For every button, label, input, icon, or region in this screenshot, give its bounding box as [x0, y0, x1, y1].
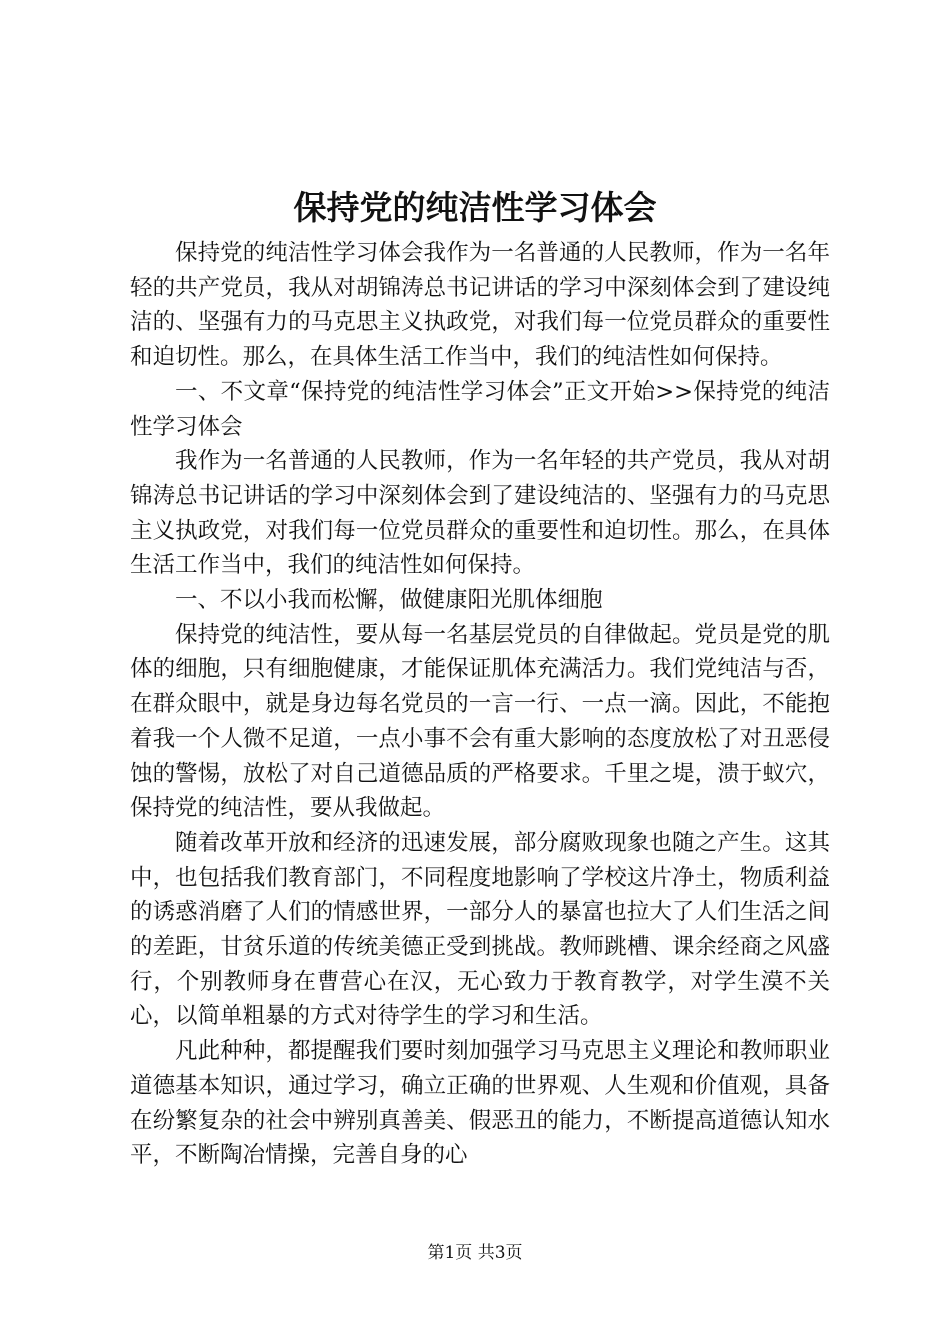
paragraph: 我作为一名普通的人民教师，作为一名年轻的共产党员，我从对胡锦涛总书记讲话的学习中深刻体会到了建设纯洁的、坚强有力的马克思主义执政党，对我们每一位党员群众的重要性和迫切性。那么，在具体生活工作当中，我们的纯洁性如何保持。 [130, 448, 830, 579]
document-body [130, 236, 830, 1173]
paragraph: 一、不文章“保持党的纯洁性学习体会”正文开始>>保持党的纯洁性学习体会 [130, 378, 830, 440]
page-footer: 第1页 共3页 [427, 1243, 523, 1263]
paragraph: 随着改革开放和经济的迅速发展，部分腐败现象也随之产生。这其中，也包括我们教育部门，不同程度地影响了学校这片净土，物质利益的诱惑消磨了人们的情感世界，一部分人的暴富也拉大了人们生活之间的差距，甘贫乐道的传统美德正受到挑战。教师跳槽、课余经商之风盛行，个别教师身在曹营心在汉，无心致力于教育教学，对学生漠不关心，以简单粗暴的方式对待学生的学习和生活。 [130, 829, 830, 1030]
paragraph: 凡此种种，都提醒我们要时刻加强学习马克思主义理论和教师职业道德基本知识，通过学习，确立正确的世界观、人生观和价值观，具备在纷繁复杂的社会中辨别真善美、假恶丑的能力，不断提高道德认知水平，不断陶冶情操，完善自身的心 [130, 1038, 830, 1169]
paragraph: 保持党的纯洁性学习体会我作为一名普通的人民教师，作为一名年轻的共产党员，我从对胡锦涛总书记讲话的学习中深刻体会到了建设纯洁的、坚强有力的马克思主义执政党，对我们每一位党员群众的重要性和迫切性。那么，在具体生活工作当中，我们的纯洁性如何保持。 [130, 240, 830, 371]
document-title: 保持党的纯洁性学习体会 [293, 188, 657, 227]
section-heading: 一、不以小我而松懈，做健康阳光肌体细胞 [175, 587, 603, 614]
paragraph: 保持党的纯洁性，要从每一名基层党员的自律做起。党员是党的肌体的细胞，只有细胞健康，才能保证肌体充满活力。我们党纯洁与否，在群众眼中，就是身边每名党员的一言一行、一点一滴。因此，不能抱着我一个人微不足道，一点小事不会有重大影响的态度放松了对丑恶侵蚀的警惕，放松了对自己道德品质的严格要求。千里之堤，溃于蚁穴，保持党的纯洁性，要从我做起。 [130, 621, 830, 822]
